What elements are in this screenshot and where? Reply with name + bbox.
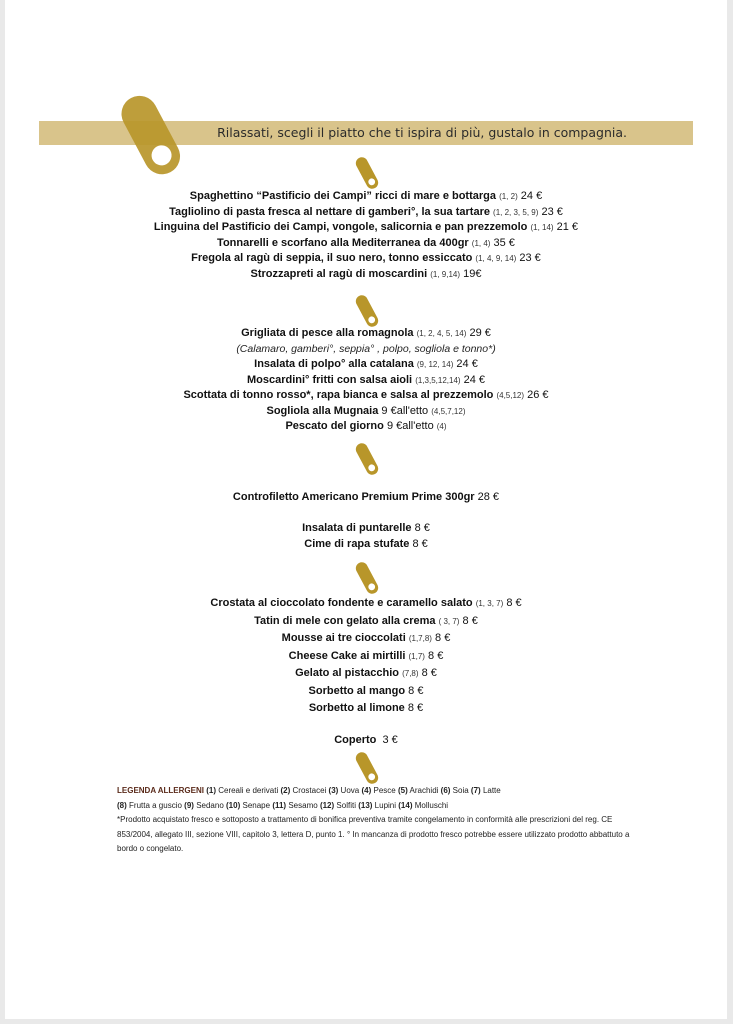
item-allergens: (9, 12, 14): [416, 360, 454, 369]
allergen-name: Sedano: [196, 800, 224, 810]
allergen-number: (9): [184, 800, 194, 810]
item-price: 8 €: [408, 684, 424, 697]
menu-item: [5, 700, 727, 718]
menu-item: [5, 521, 727, 537]
allergen-number: (4): [361, 786, 372, 795]
logo-pin-icon: [113, 90, 193, 180]
menu-item: [5, 326, 727, 342]
item-price: 3 €: [382, 734, 398, 746]
item-name: Gelato al pistacchio: [295, 667, 400, 679]
fish-section: [5, 326, 727, 435]
allergen-number: (7): [470, 786, 481, 795]
item-name: Cheese Cake ai mirtilli: [288, 649, 406, 662]
item-allergens: (1,7): [408, 651, 425, 661]
item-name: Tagliolino di pasta fresca al nettare di gamberi°, la sua tartare: [169, 205, 490, 218]
pasta-section: [5, 189, 727, 282]
item-price: 23 €: [519, 252, 541, 264]
item-price: 29 €: [469, 327, 491, 339]
allergen-number: (1): [206, 786, 216, 795]
item-name: Moscardini° fritti con salsa aioli: [246, 373, 413, 386]
item-name: Pescato del giorno: [285, 420, 384, 432]
allergen-name: Senape: [242, 800, 271, 810]
item-allergens: (1, 3, 7): [475, 599, 504, 608]
item-price: 35 €: [493, 236, 515, 249]
item-allergens: (1, 2, 4, 5, 14): [416, 329, 467, 338]
allergen-number: (3): [328, 786, 339, 795]
allergen-name: Solfiti: [336, 800, 356, 810]
item-name: Tonnarelli e scorfano alla Mediterranea da 400gr: [217, 236, 469, 249]
item-allergens: (4,5,7,12): [431, 406, 466, 416]
allergen-name: Pesce: [373, 786, 396, 795]
item-price: 9 €all'etto: [386, 420, 434, 432]
meat-section: [5, 490, 727, 506]
item-allergens: (1, 2, 3, 5, 9): [493, 207, 539, 217]
menu-item: [5, 419, 727, 435]
menu-item: [5, 683, 727, 701]
allergen-name: Frutta a guscio: [129, 800, 182, 810]
item-name: Insalata di puntarelle: [302, 522, 412, 534]
item-name: Cime di rapa stufate: [304, 537, 410, 550]
item-price: 8 €: [412, 537, 428, 550]
item-name: Scottata di tonno rosso*, rapa bianca e salsa al prezzemolo: [183, 389, 494, 401]
item-name: Crostata al cioccolato fondente e caramello salato: [210, 597, 473, 609]
allergen-number: (8): [117, 800, 127, 810]
item-name: Tatin di mele con gelato alla crema: [254, 614, 436, 627]
item-price: 21 €: [556, 221, 579, 233]
allergen-name: Latte: [482, 786, 501, 795]
item-name: Sorbetto al limone: [308, 702, 405, 714]
menu-item: [5, 357, 727, 373]
allergen-number: (13): [358, 800, 373, 810]
item-name: Spaghettino “Pastificio dei Campi” ricci di mare e bottarga: [189, 190, 496, 202]
allergen-number: (14): [398, 800, 413, 810]
divider-pin-icon: [355, 441, 379, 477]
item-name: Linguina del Pastificio dei Campi, vongole, salicornia e pan prezzemolo: [153, 221, 528, 233]
item-name: Strozzapreti al ragù di moscardini: [250, 267, 428, 280]
menu-page: [5, 0, 727, 1019]
menu-item: [5, 220, 727, 236]
allergen-name: Crostacei: [292, 786, 327, 795]
menu-item: [5, 205, 727, 221]
item-allergens: (1,7,8): [408, 634, 432, 643]
menu-item: [5, 236, 727, 252]
item-price: 23 €: [541, 205, 563, 218]
allergen-number: (6): [440, 786, 451, 795]
allergen-name: Arachidi: [409, 786, 439, 795]
coperto: [5, 733, 727, 749]
allergen-name: Uova: [340, 786, 360, 795]
item-price: 8 €: [421, 667, 437, 679]
item-price: 8 €: [435, 632, 451, 644]
allergen-name: Sesamo: [288, 800, 318, 810]
menu-item: [5, 388, 727, 404]
menu-item: [5, 648, 727, 666]
menu-item: [5, 404, 727, 420]
allergen-number: (10): [226, 800, 241, 810]
item-allergens: (1, 14): [530, 223, 554, 232]
item-price: 24 €: [463, 373, 486, 386]
item-name: Grigliata di pesce alla romagnola: [241, 327, 414, 339]
dessert-section: [5, 595, 727, 718]
menu-item: [5, 595, 727, 613]
menu-item: [5, 613, 727, 631]
item-allergens: (1, 9,14): [430, 269, 461, 279]
item-name: Controfiletto Americano Premium Prime 300gr: [232, 491, 475, 503]
sides-section: [5, 521, 727, 552]
divider-pin-icon: [355, 293, 379, 329]
item-allergens: (1, 4): [471, 238, 491, 248]
menu-item: [5, 373, 727, 389]
divider-pin-icon: [355, 750, 379, 786]
tagline: Rilassati, scegli il piatto che ti ispira di più, gustalo in compagnia.: [217, 125, 627, 140]
item-name: Fregola al ragù di seppia, il suo nero, tonno essiccato: [191, 252, 473, 264]
menu-item: [5, 189, 727, 205]
item-price: 8 €: [407, 702, 424, 714]
item-allergens: (1, 4, 9, 14): [475, 254, 517, 263]
item-allergens: (1, 2): [499, 192, 518, 201]
menu-item: [5, 267, 727, 283]
item-price: 8 €: [414, 522, 430, 534]
item-price: 8 €: [506, 597, 522, 609]
divider-pin-icon: [355, 560, 379, 596]
item-name: Coperto: [334, 734, 377, 746]
item-allergens: (4): [436, 422, 447, 431]
legend-note: ° In mancanza di prodotto fresco potrebbe essere utilizzato prodotto abbattuto a bordo o congelato.: [117, 829, 630, 853]
item-price: 26 €: [527, 389, 549, 401]
item-name: Sorbetto al mango: [308, 684, 406, 697]
legend-title: LEGENDA ALLERGENI: [117, 786, 204, 795]
menu-item: [5, 490, 727, 506]
allergen-legend: [117, 784, 637, 857]
allergen-number: (12): [319, 800, 335, 810]
item-price: 8 €: [462, 614, 478, 627]
item-name: Insalata di polpo° alla catalana: [254, 358, 414, 370]
item-price: 9 €all'etto: [381, 404, 429, 417]
item-allergens: (7,8): [402, 669, 419, 678]
item-allergens: (1,3,5,12,14): [415, 375, 461, 385]
menu-item: [5, 251, 727, 267]
item-price: 24 €: [520, 190, 543, 202]
item-name: Mousse ai tre cioccolati: [281, 632, 406, 644]
item-description: (Calamaro, gamberi°, seppia° , polpo, sogliola e tonno*): [236, 342, 496, 355]
allergen-name: Lupini: [374, 800, 397, 810]
allergen-number: (2): [280, 786, 291, 795]
item-price: 24 €: [456, 358, 478, 370]
allergen-name: Molluschi: [414, 800, 449, 810]
item-name: Sogliola alla Mugnaia: [266, 404, 379, 417]
allergen-name: Cereali e derivati: [218, 786, 279, 795]
menu-item: [5, 537, 727, 553]
item-allergens: ( 3, 7): [438, 616, 460, 626]
allergen-name: Soia: [452, 786, 469, 795]
item-price: 28 €: [477, 491, 500, 503]
item-price: 8 €: [428, 649, 444, 662]
menu-item: [5, 665, 727, 683]
item-price: 19€: [463, 267, 482, 280]
allergen-number: (11): [272, 800, 287, 810]
allergen-number: (5): [397, 786, 408, 795]
menu-item: [5, 630, 727, 648]
item-allergens: (4,5,12): [496, 391, 525, 400]
legend-note: *Prodotto acquistato fresco e sottoposto a trattamento di bonifica preventiva tramite congelamento in conformità alle prescrizioni del reg. CE 853/2004, allegato III, sezione VIII, capitolo 3, lettera D, punto 1.: [117, 815, 613, 839]
divider-pin-icon: [355, 155, 379, 191]
